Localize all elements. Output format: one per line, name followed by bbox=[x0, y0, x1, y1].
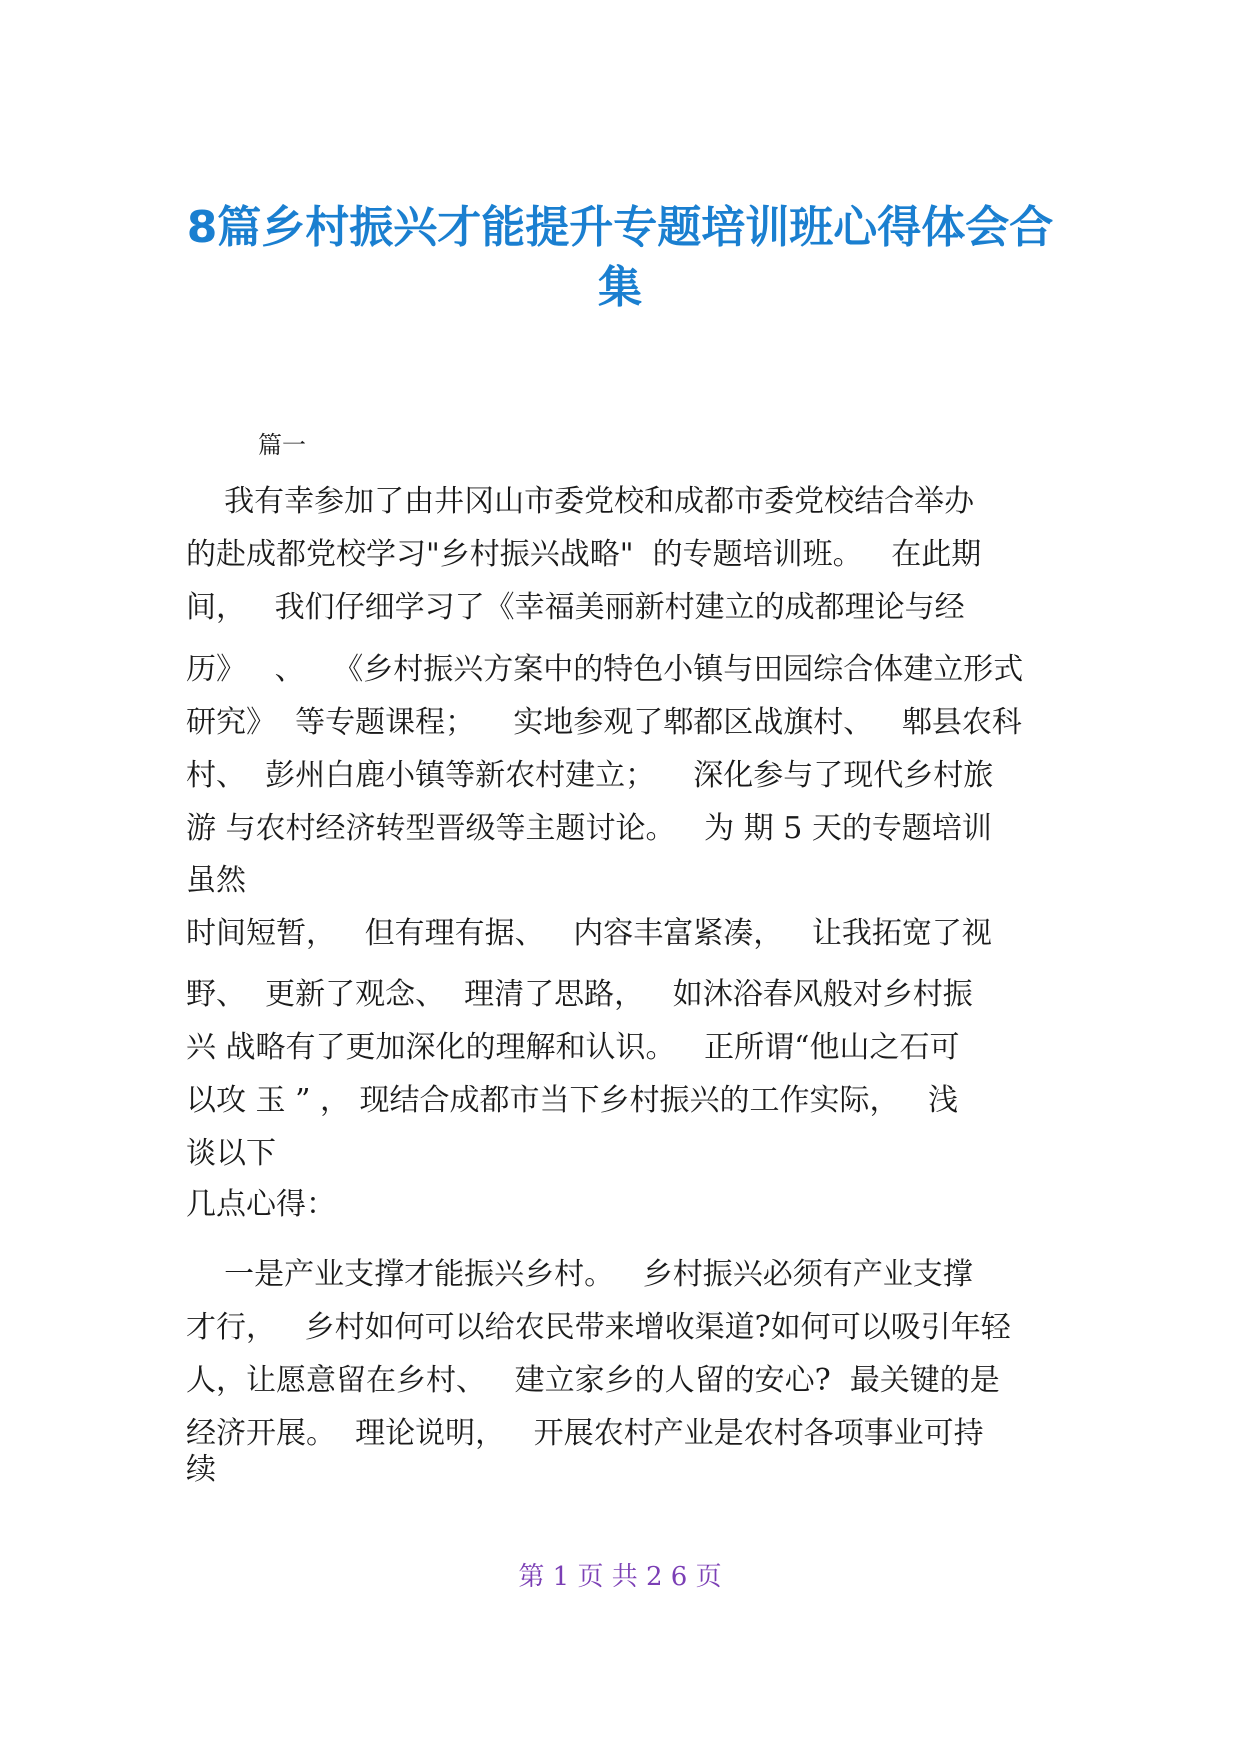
body-line: 的赴成都党校学习"乡村振兴战略" 的专题培训班。 在此期 bbox=[186, 537, 982, 572]
title-line-1: 8篇乡村振兴才能提升专题培训班心得体会合 bbox=[186, 202, 1054, 253]
body-line: 谈以下 bbox=[186, 1136, 276, 1171]
body-line: 时间短暂， 但有理有据、 内容丰富紧凑， 让我拓宽了视 bbox=[186, 916, 992, 951]
body-line: 以攻 玉 ” ， 现结合成都市当下乡村振兴的工作实际， 浅 bbox=[186, 1083, 959, 1118]
body-line: 村、 彭州白鹿小镇等新农村建立； 深化参与了现代乡村旅 bbox=[186, 758, 994, 793]
document-title bbox=[150, 198, 1090, 318]
body-line: 研究》 等专题课程； 实地参观了郫都区战旗村、 郫县农科 bbox=[186, 705, 1022, 740]
body-line: 一是产业支撑才能振兴乡村。 乡村振兴必须有产业支撑 bbox=[186, 1257, 973, 1292]
body-line: 虽然 bbox=[186, 863, 246, 898]
body-line: 经济开展。 理论说明， 开展农村产业是农村各项事业可持 bbox=[186, 1416, 984, 1451]
body-line: 人，让愿意留在乡村、 建立家乡的人留的安心? 最关键的是 bbox=[186, 1363, 1000, 1398]
body-line: 几点心得： bbox=[186, 1187, 336, 1222]
title-line-2: 集 bbox=[598, 262, 642, 313]
body-line: 历》 、 《乡村振兴方案中的特色小镇与田园综合体建立形式 bbox=[186, 652, 1024, 687]
page-indicator: 第 1 页 共 2 6 页 bbox=[518, 1562, 722, 1592]
body-line: 兴 战略有了更加深化的理解和认识。 正所谓“他山之石可 bbox=[186, 1030, 960, 1065]
body-line: 游 与农村经济转型晋级等主题讨论。 为 期 5 天的专题培训 bbox=[186, 811, 992, 846]
body-line: 间， 我们仔细学习了《幸福美丽新村建立的成都理论与经 bbox=[186, 590, 965, 625]
body-line: 我有幸参加了由井冈山市委党校和成都市委党校结合举办 bbox=[186, 484, 975, 519]
body-line: 野、 更新了观念、 理清了思路， 如沐浴春风般对乡村振 bbox=[186, 977, 973, 1012]
body-line: 才行， 乡村如何可以给农民带来增收渠道?如何可以吸引年轻 bbox=[186, 1310, 1011, 1345]
section-label: 篇一 bbox=[258, 431, 306, 459]
body-line: 续 bbox=[186, 1452, 216, 1487]
